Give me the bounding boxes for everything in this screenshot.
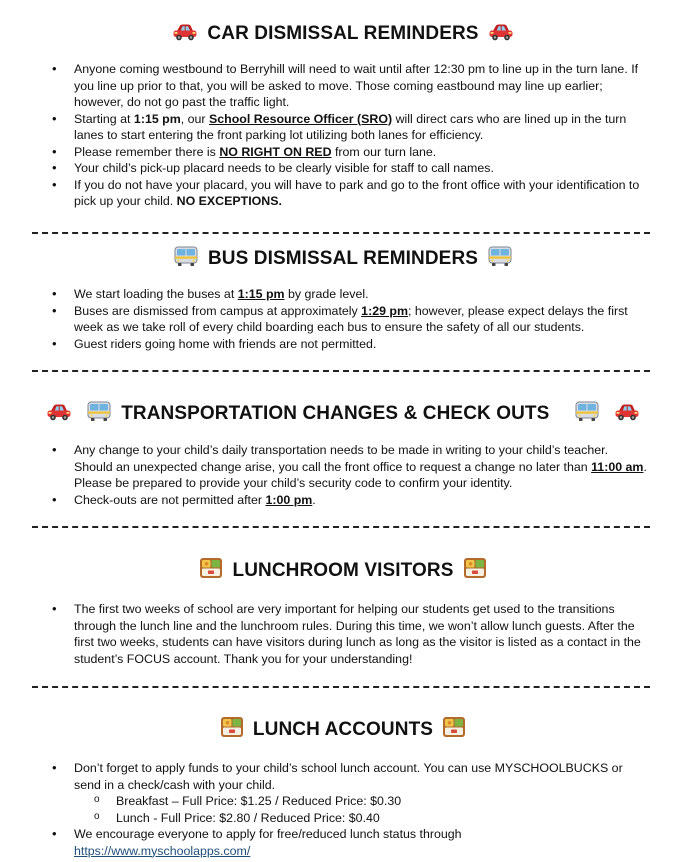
breakfast-price: o Breakfast – Full Price: $1.25 / Reduced Price: $0.30: [74, 793, 650, 810]
bus-dismissal-list: [0, 286, 686, 352]
car-icon: [614, 402, 640, 422]
transportation-title: TRANSPORTATION CHANGES & CHECK OUTS: [121, 403, 550, 424]
bus-dismissal-title: BUS DISMISSAL REMINDERS: [207, 248, 479, 269]
list-item: • Starting at 1:15 pm, our School Resource Officer (SRO) will direct cars who are lined up in the turn lanes to start entering the front parking lot utilizing both lanes for efficiency.: [0, 111, 686, 144]
section-divider: [32, 232, 650, 234]
lunch-price: o Lunch - Full Price: $2.80 / Reduced Price: $0.40: [74, 810, 650, 827]
list-item: • Your child’s pick-up placard needs to be clearly visible for staff to call names.: [0, 160, 686, 177]
sro-label: School Resource Officer (SRO): [209, 111, 393, 126]
no-exceptions: NO EXCEPTIONS.: [176, 194, 282, 208]
price-list: [74, 793, 650, 826]
lunch-tray-icon: [220, 716, 244, 738]
transportation-section: [0, 400, 686, 508]
bus-icon: [173, 245, 199, 267]
bus-loading-time: 1:15 pm: [237, 287, 285, 301]
car-dismissal-section: [0, 22, 686, 210]
list-item: • Don’t forget to apply funds to your child’s school lunch account. You can use MYSCHOOLBUCKS or send in a check/cash with your child. o Breakfast – Full Price: $1.25 / Reduced Price: $0.30 o Lunch - Full Price: $2.80 / Reduced Price: $0.40: [0, 760, 686, 826]
lunchroom-heading: [0, 557, 686, 583]
bus-dismissal-heading: [0, 245, 686, 271]
car-icon: [46, 402, 72, 422]
list-item: • If you do not have your placard, you will have to park and go to the front office with your identification to pick up your child. NO EXCEPTIONS.: [0, 177, 686, 210]
bus-dismissal-time: 1:29 pm: [361, 303, 408, 318]
checkout-deadline: 1:00 pm: [265, 492, 313, 507]
lunch-tray-icon: [442, 716, 466, 738]
bus-icon: [574, 400, 600, 422]
lunchroom-title: LUNCHROOM VISITORS: [232, 560, 454, 581]
lunchroom-section: [0, 557, 686, 667]
no-right-on-red: NO RIGHT ON RED: [219, 144, 332, 159]
car-dismissal-heading: [0, 22, 686, 46]
lunch-accounts-section: [0, 716, 686, 859]
bus-icon: [487, 245, 513, 267]
list-item: • Check-outs are not permitted after 1:00 pm.: [0, 492, 686, 509]
change-deadline: 11:00 am: [591, 459, 644, 474]
start-time: 1:15 pm: [133, 111, 181, 126]
list-item: • The first two weeks of school are very important for helping our students get used to the transitions through the lunch line and the lunchroom rules. During this time, we won’t allow lunch guests. After the first two weeks, students can have visitors during lunch as long as the visitor is listed as a contact in the student’s FOCUS account. Thank you for your understanding!: [0, 601, 686, 667]
lunch-tray-icon: [463, 557, 487, 579]
section-divider: [32, 526, 650, 528]
lunch-accounts-heading: [0, 716, 686, 742]
section-divider: [32, 370, 650, 372]
list-item: • Any change to your child’s daily transportation needs to be made in writing to your child’s teacher. Should an unexpected change arise, you call the front office to request a change no later than 11:00 am. Please be prepared to provide your child’s security code to confirm your identity.: [0, 442, 686, 492]
list-item: • Guest riders going home with friends are not permitted.: [0, 336, 686, 353]
list-item: • Buses are dismissed from campus at approximately 1:29 pm; however, please expect delays the first week as we take roll of every child boarding each bus to ensure the safety of all our students.: [0, 303, 686, 336]
list-item: • Anyone coming westbound to Berryhill will need to wait until after 12:30 pm to line up in the turn lane. If you line up prior to that, you will be asked to move. Those coming eastbound may line up earlier; however, do not go past the traffic light.: [0, 61, 686, 111]
lunch-accounts-title: LUNCH ACCOUNTS: [252, 719, 434, 740]
car-dismissal-title: CAR DISMISSAL REMINDERS: [207, 23, 479, 44]
lunch-tray-icon: [199, 557, 223, 579]
car-icon: [488, 22, 514, 42]
myschoolapps-link[interactable]: https://www.myschoolapps.com/: [74, 843, 251, 858]
transportation-list: [0, 442, 686, 508]
lunch-accounts-list: [0, 760, 686, 859]
list-item: • We encourage everyone to apply for free/reduced lunch status through https://www.myschoolapps.com/: [0, 826, 686, 859]
bus-dismissal-section: [0, 245, 686, 352]
bus-icon: [86, 400, 112, 422]
car-icon: [172, 22, 198, 42]
list-item: • Please remember there is NO RIGHT ON RED from our turn lane.: [0, 144, 686, 161]
section-divider: [32, 686, 650, 688]
car-dismissal-list: [0, 61, 686, 210]
list-item: • We start loading the buses at 1:15 pm by grade level.: [0, 286, 686, 303]
transportation-heading: [0, 400, 686, 426]
lunchroom-list: [0, 601, 686, 667]
